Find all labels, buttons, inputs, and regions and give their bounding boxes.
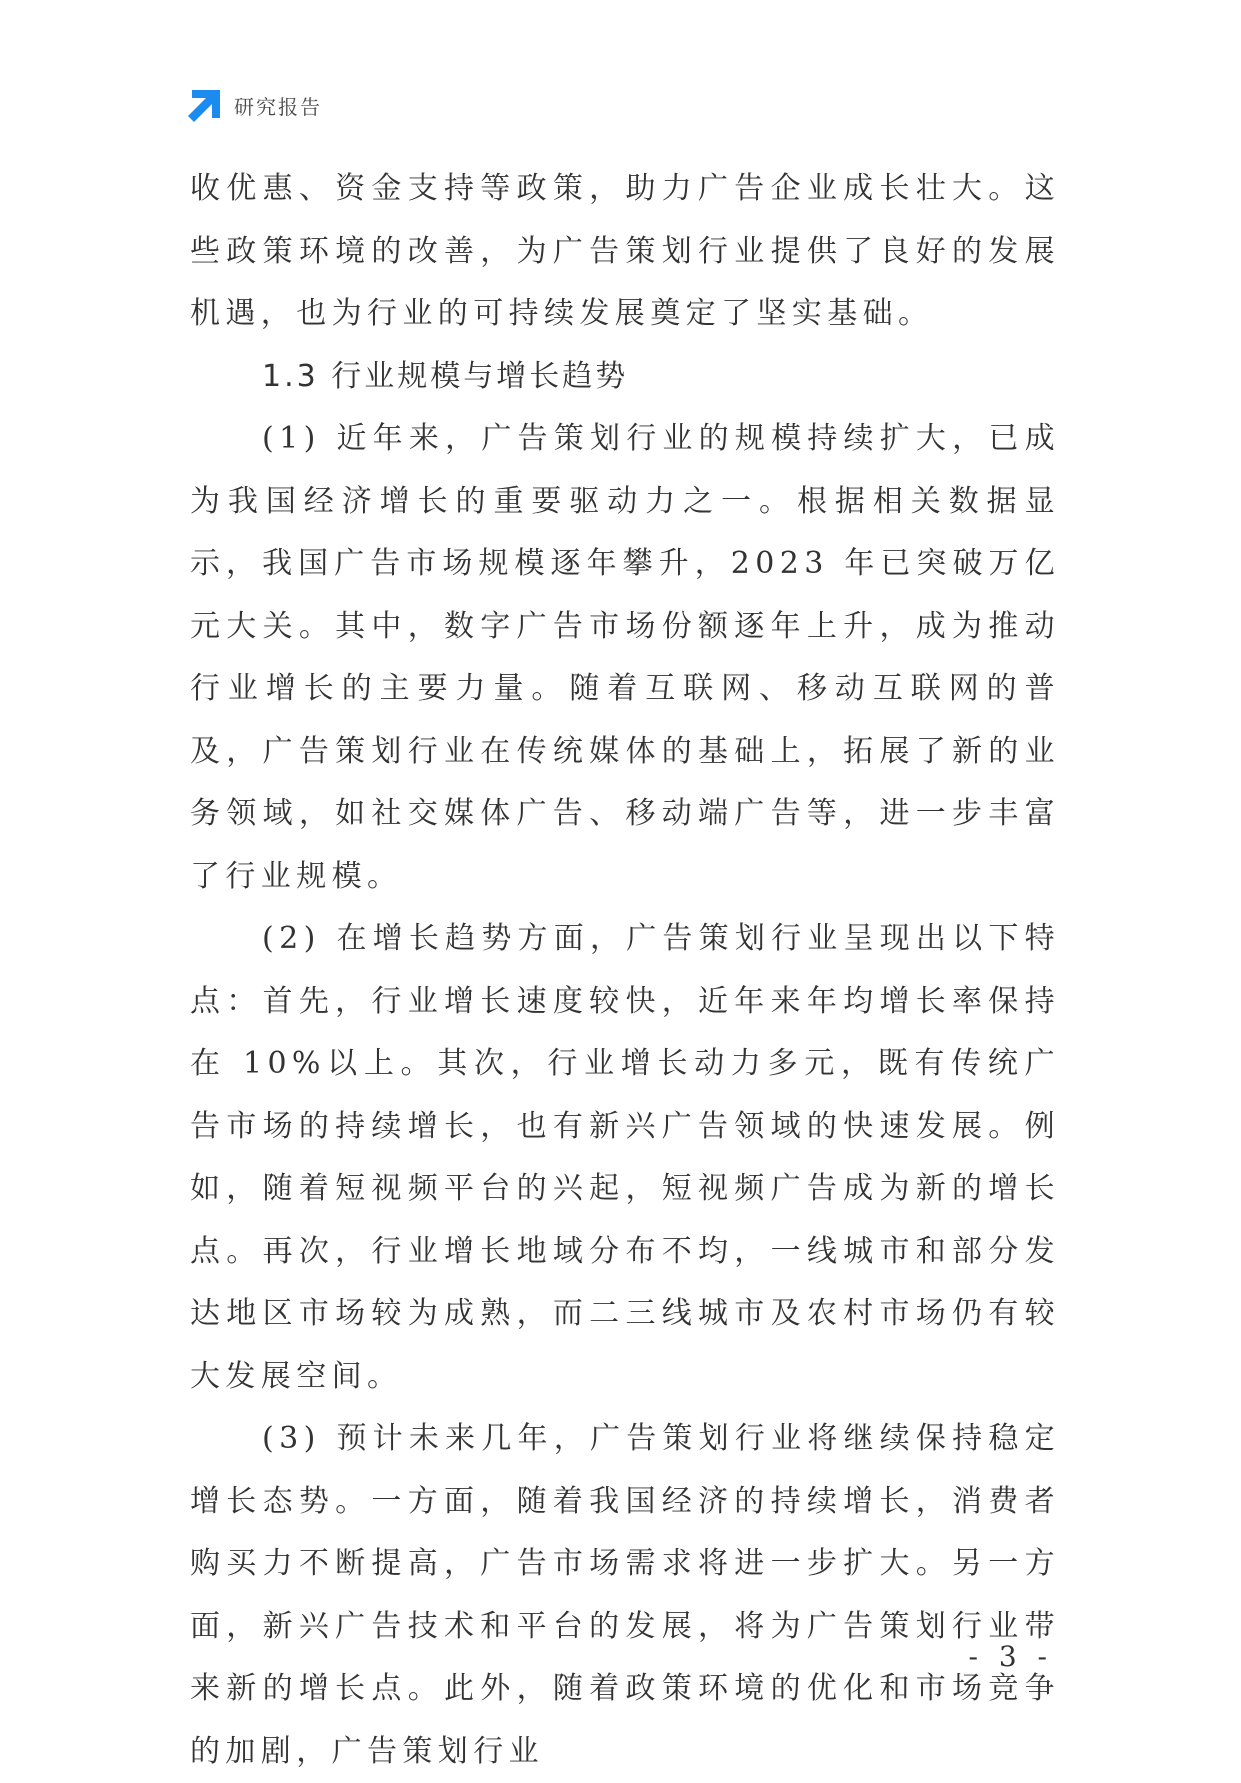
header-title: 研究报告 (234, 94, 322, 119)
paragraph: (2) 在增长趋势方面，广告策划行业呈现出以下特点：首先，行业增长速度较快，近年来年均增长率保持在 10%以上。其次，行业增长动力多元，既有传统广告市场的持续增长，也有新兴广告领域的快速发展。例如，随着短视频平台的兴起，短视频广告成为新的增长点。再次，行业增长地域分布不均，一线城市和部分发达地区市场较为成熟，而二三线城市及农村市场仍有较大发展空间。 (190, 921, 1060, 1394)
page-number: - 3 - (968, 1640, 1053, 1673)
paragraph: (1) 近年来，广告策划行业的规模持续扩大，已成为我国经济增长的重要驱动力之一。根据相关数据显示，我国广告市场规模逐年攀升，2023 年已突破万亿元大关。其中，数字广告市场份额逐年上升，成为推动行业增长的主要力量。随着互联网、移动互联网的普及，广告策划行业在传统媒体的基础上，拓展了新的业务领域，如社交媒体广告、移动端广告等，进一步丰富了行业规模。 (190, 421, 1060, 894)
section-heading: 1.3 行业规模与增长趋势 (262, 358, 629, 394)
document-body (190, 158, 1060, 1783)
page-header (188, 88, 322, 122)
paragraph: (3) 预计未来几年，广告策划行业将继续保持稳定增长态势。一方面，随着我国经济的持续增长，消费者购买力不断提高，广告市场需求将进一步扩大。另一方面，新兴广告技术和平台的发展，将为广告策划行业带来新的增长点。此外，随着政策环境的优化和市场竞争的加剧，广告策划行业 (190, 1421, 1060, 1769)
arrow-up-right-icon (188, 88, 222, 122)
paragraph: 收优惠、资金支持等政策，助力广告企业成长壮大。这些政策环境的改善，为广告策划行业提供了良好的发展机遇，也为行业的可持续发展奠定了坚实基础。 (190, 171, 1060, 331)
